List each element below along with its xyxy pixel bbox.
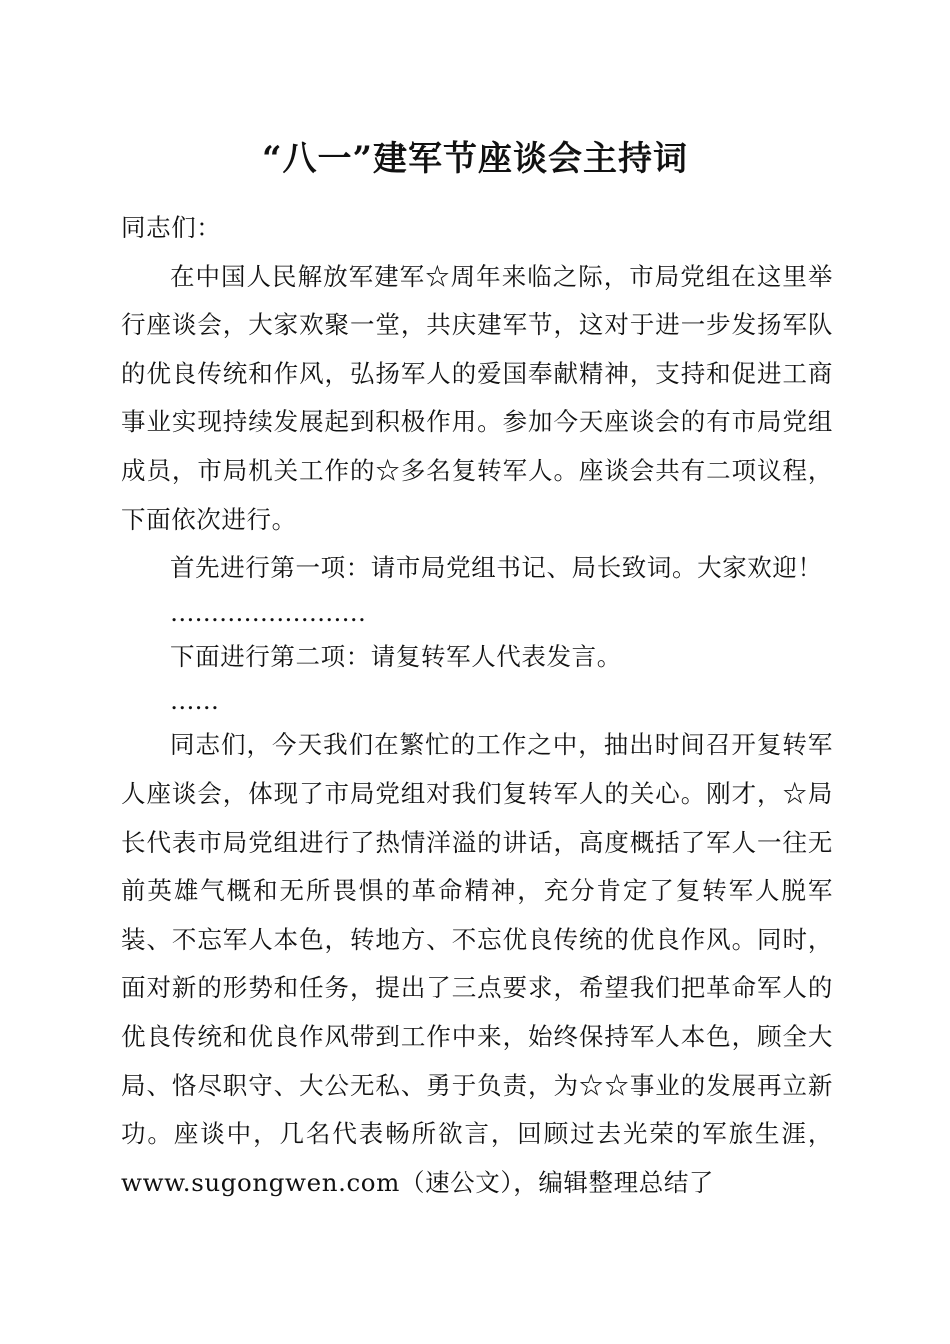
opening-paragraph: 在中国人民解放军建军☆周年来临之际，市局党组在这里举行座谈会，大家欢聚一堂，共庆建军节，这对于进一步发扬军队的优良传统和作风，弘扬军人的爱国奉献精神，支持和促进工商事业实现持续发展起到积极作用。参加今天座谈会的有市局党组成员，市局机关工作的☆多名复转军人。座谈会共有二项议程，下面依次进行。	[121, 261, 833, 534]
salutation-paragraph: 同志们：	[121, 213, 222, 242]
summary-paragraph: 同志们，今天我们在繁忙的工作之中，抽出时间召开复转军人座谈会，体现了市局党组对我们复转军人的关心。刚才，☆局长代表市局党组进行了热情洋溢的讲话，高度概括了军人一往无前英雄气概和无所畏惧的革命精神，充分肯定了复转军人脱军装、不忘军人本色，转地方、不忘优良传统的优良作风。同时，面对新的形势和任务，提出了三点要求，希望我们把革命军人的优良传统和优良作风带到工作中来，始终保持军人本色，顾全大局、恪尽职守、大公无私、勇于负责，为☆☆事业的发展再立新功。座谈中，几名代表畅所欲言，回顾过去光荣的军旅生涯，www.sugongwen.com（速公文），编辑整理总结了	[121, 730, 833, 1197]
agenda-item-one-paragraph: 首先进行第一项：请市局党组书记、局长致词。大家欢迎！	[170, 553, 823, 583]
agenda-item-two-paragraph: 下面进行第二项：请复转军人代表发言。	[170, 641, 622, 671]
ellipsis-line-long: ……………………	[170, 597, 366, 627]
ellipsis-line-short: ……	[170, 686, 219, 716]
document-title: “八一”建军节座谈会主持词	[261, 139, 689, 179]
document-body	[121, 204, 833, 1207]
